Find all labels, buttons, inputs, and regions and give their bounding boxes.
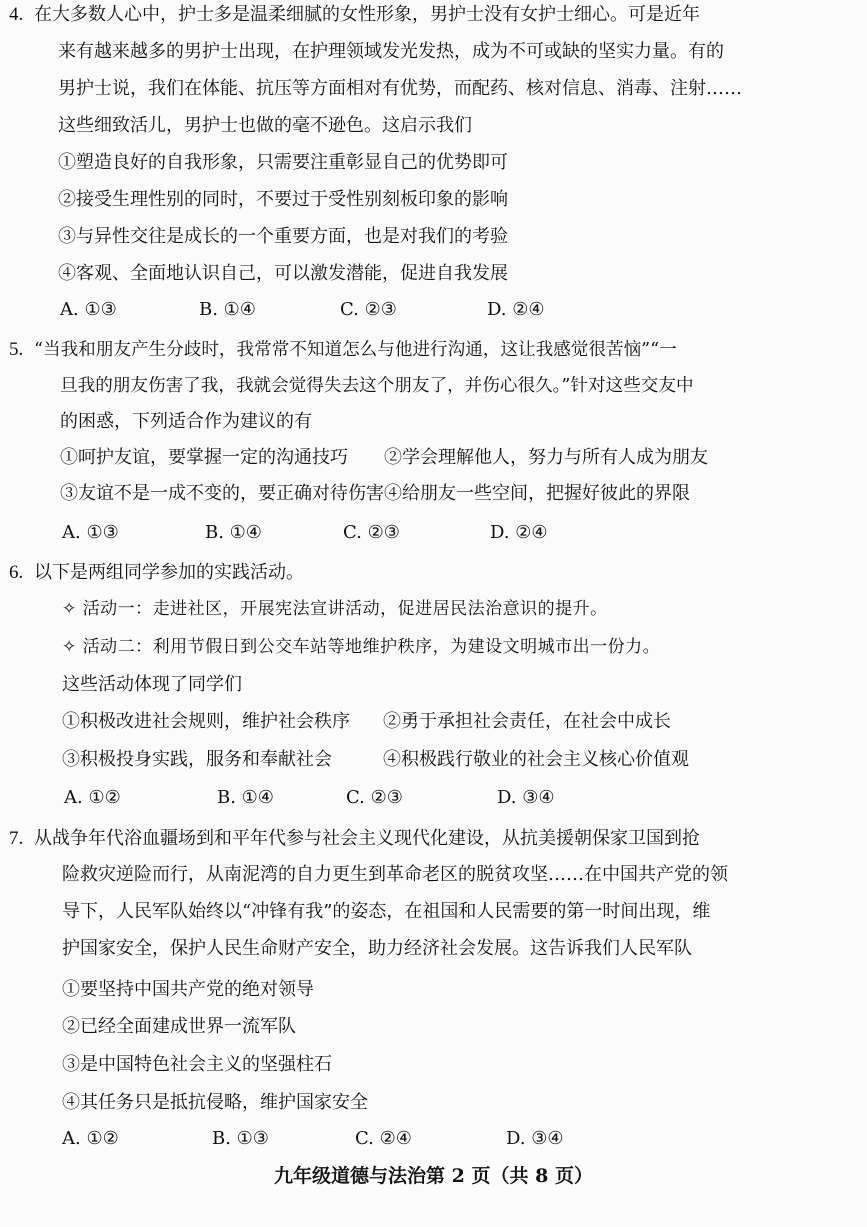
option-c[interactable]: C. ②③ (343, 522, 400, 543)
activity-1: ✧ 活动一：走进社区，开展宪法宣讲活动，促进居民法治意识的提升。 (62, 599, 608, 619)
activity-2: ✧ 活动二：利用节假日到公交车站等地维护秩序，为建设文明城市出一份力。 (62, 637, 661, 657)
option-a[interactable]: A. ①② (62, 1128, 119, 1149)
question-stem-line: “当我和朋友产生分歧时，我常常不知道怎么与他进行沟通，这让我感觉很苦恼”“一 (34, 340, 677, 360)
question-prompt: 这些活动体现了同学们 (62, 674, 242, 695)
statement-2: ②勇于承担社会责任，在社会中成长 (383, 711, 671, 732)
option-b[interactable]: B. ①④ (217, 787, 274, 808)
statement-3: ③与异性交往是成长的一个重要方面，也是对我们的考验 (58, 226, 508, 247)
option-b[interactable]: B. ①③ (212, 1128, 269, 1149)
option-c[interactable]: C. ②③ (346, 787, 403, 808)
question-stem-line: 以下是两组同学参加的实践活动。 (34, 562, 304, 583)
option-b[interactable]: B. ①④ (205, 522, 262, 543)
statement-4: ④积极践行敬业的社会主义核心价值观 (383, 749, 689, 770)
page-footer: 九年级道德与法治第 2 页（共 8 页） (274, 1165, 593, 1187)
option-d[interactable]: D. ②④ (490, 522, 548, 543)
statement-3: ③友谊不是一成不变的，要正确对待伤害 (60, 483, 384, 504)
question-stem-line: 男护士说，我们在体能、抗压等方面相对有优势，而配药、核对信息、消毒、注射…… (58, 78, 742, 99)
question-stem-line: 导下，人民军队始终以“冲锋有我”的姿态，在祖国和人民需要的第一时间出现，维 (62, 901, 711, 922)
option-d[interactable]: D. ②④ (487, 299, 545, 320)
option-a[interactable]: A. ①② (64, 787, 121, 808)
statement-1: ①积极改进社会规则，维护社会秩序 (62, 711, 350, 732)
statement-3: ③积极投身实践，服务和奉献社会 (62, 749, 332, 770)
question-stem-line: 护国家安全，保护人民生命财产安全，助力经济社会发展。这告诉我们人民军队 (62, 938, 692, 959)
option-a[interactable]: A. ①③ (60, 299, 117, 320)
statement-2: ②已经全面建成世界一流军队 (62, 1016, 296, 1037)
option-c[interactable]: C. ②④ (355, 1128, 412, 1149)
statement-1: ①要坚持中国共产党的绝对领导 (62, 979, 314, 1000)
question-stem-line: 险救灾逆险而行，从南泥湾的自力更生到革命老区的脱贫攻坚……在中国共产党的领 (62, 864, 728, 885)
statement-2: ②接受生理性别的同时，不要过于受性别刻板印象的影响 (58, 189, 508, 210)
statement-1: ①塑造良好的自我形象，只需要注重彰显自己的优势即可 (58, 152, 508, 173)
option-d[interactable]: D. ③④ (497, 787, 555, 808)
option-a[interactable]: A. ①③ (62, 522, 119, 543)
question-stem-line: 这些细致活儿，男护士也做的毫不逊色。这启示我们 (58, 115, 472, 136)
question-number: 6. (9, 562, 24, 583)
option-c[interactable]: C. ②③ (340, 299, 397, 320)
statement-4: ④其任务只是抵抗侵略，维护国家安全 (62, 1092, 368, 1113)
question-number: 4. (9, 4, 24, 25)
question-number: 5. (9, 339, 24, 360)
option-b[interactable]: B. ①④ (199, 299, 256, 320)
statement-3: ③是中国特色社会主义的坚强柱石 (62, 1054, 332, 1075)
question-stem-line: 从战争年代浴血疆场到和平年代参与社会主义现代化建设，从抗美援朝保家卫国到抢 (34, 828, 700, 849)
statement-4: ④客观、全面地认识自己，可以激发潜能，促进自我发展 (58, 263, 508, 284)
question-stem-line: 来有越来越多的男护士出现，在护理领域发光发热，成为不可或缺的坚实力量。有的 (58, 41, 724, 62)
question-stem-line: 旦我的朋友伤害了我，我就会觉得失去这个朋友了，并伤心很久。”针对这些交友中 (60, 376, 694, 396)
statement-2: ②学会理解他人，努力与所有人成为朋友 (384, 447, 708, 468)
question-stem-line: 的困惑，下列适合作为建议的有 (60, 411, 312, 432)
option-d[interactable]: D. ③④ (506, 1128, 564, 1149)
statement-1: ①呵护友谊，要掌握一定的沟通技巧 (60, 447, 348, 468)
question-stem-line: 在大多数人心中，护士多是温柔细腻的女性形象，男护士没有女护士细心。可是近年 (34, 4, 700, 25)
question-number: 7. (9, 828, 24, 849)
statement-4: ④给朋友一些空间，把握好彼此的界限 (384, 483, 690, 504)
